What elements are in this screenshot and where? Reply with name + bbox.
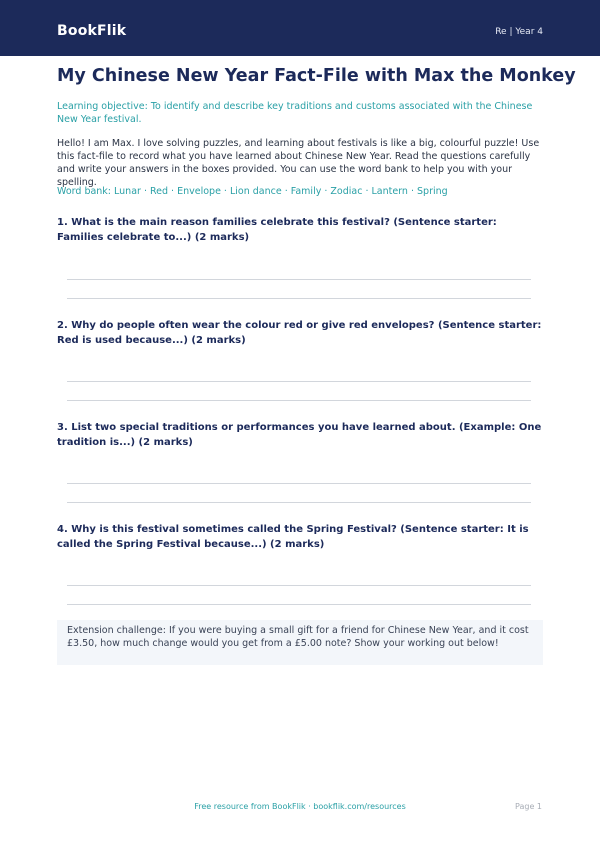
extension-challenge-text: Extension challenge: If you were buying a small gift for a friend for Chinese New Year, and it cost £3.50, how much change would you get from a £5.00 note? Show your working out below! [67,625,529,649]
question-3: 3. List two special traditions or performances you have learned about. (Example: One tradition is...) (2 marks) [57,422,542,448]
brand-logo-text: BookFlik [57,23,127,39]
page-title: My Chinese New Year Fact-File with Max the Monkey [57,66,576,86]
answer-line-1a[interactable] [67,279,531,280]
header-meta: Re | Year 4 [495,27,543,37]
word-bank: Word bank: Lunar · Red · Envelope · Lion dance · Family · Zodiac · Lantern · Spring [57,186,448,197]
answer-line-1b[interactable] [67,298,531,299]
page-number: Page 1 [515,802,542,811]
answer-line-4b[interactable] [67,604,531,605]
answer-line-3b[interactable] [67,502,531,503]
intro-paragraph: Hello! I am Max. I love solving puzzles, and learning about festivals is like a big, colourful puzzle! Use this fact-file to record what you have learned about Chinese New Year. Read the questions carefully and write your answers in the boxes provided. You can use the word bank to help you with your spelling. [57,138,540,188]
answer-line-2b[interactable] [67,400,531,401]
question-1: 1. What is the main reason families celebrate this festival? (Sentence starter: Families celebrate to...) (2 marks) [57,217,497,243]
page-header [0,0,600,56]
footer-link[interactable]: Free resource from BookFlik · bookflik.com/resources [194,802,406,811]
question-2: 2. Why do people often wear the colour red or give red envelopes? (Sentence starter: Red is used because...) (2 marks) [57,320,542,346]
answer-line-4a[interactable] [67,585,531,586]
question-4: 4. Why is this festival sometimes called the Spring Festival? (Sentence starter: It is called the Spring Festival because...) (2 marks) [57,524,529,550]
answer-line-3a[interactable] [67,483,531,484]
learning-objective: Learning objective: To identify and describe key traditions and customs associated with the Chinese New Year festival. [57,101,533,125]
extension-challenge-box[interactable] [57,620,543,665]
answer-line-2a[interactable] [67,381,531,382]
